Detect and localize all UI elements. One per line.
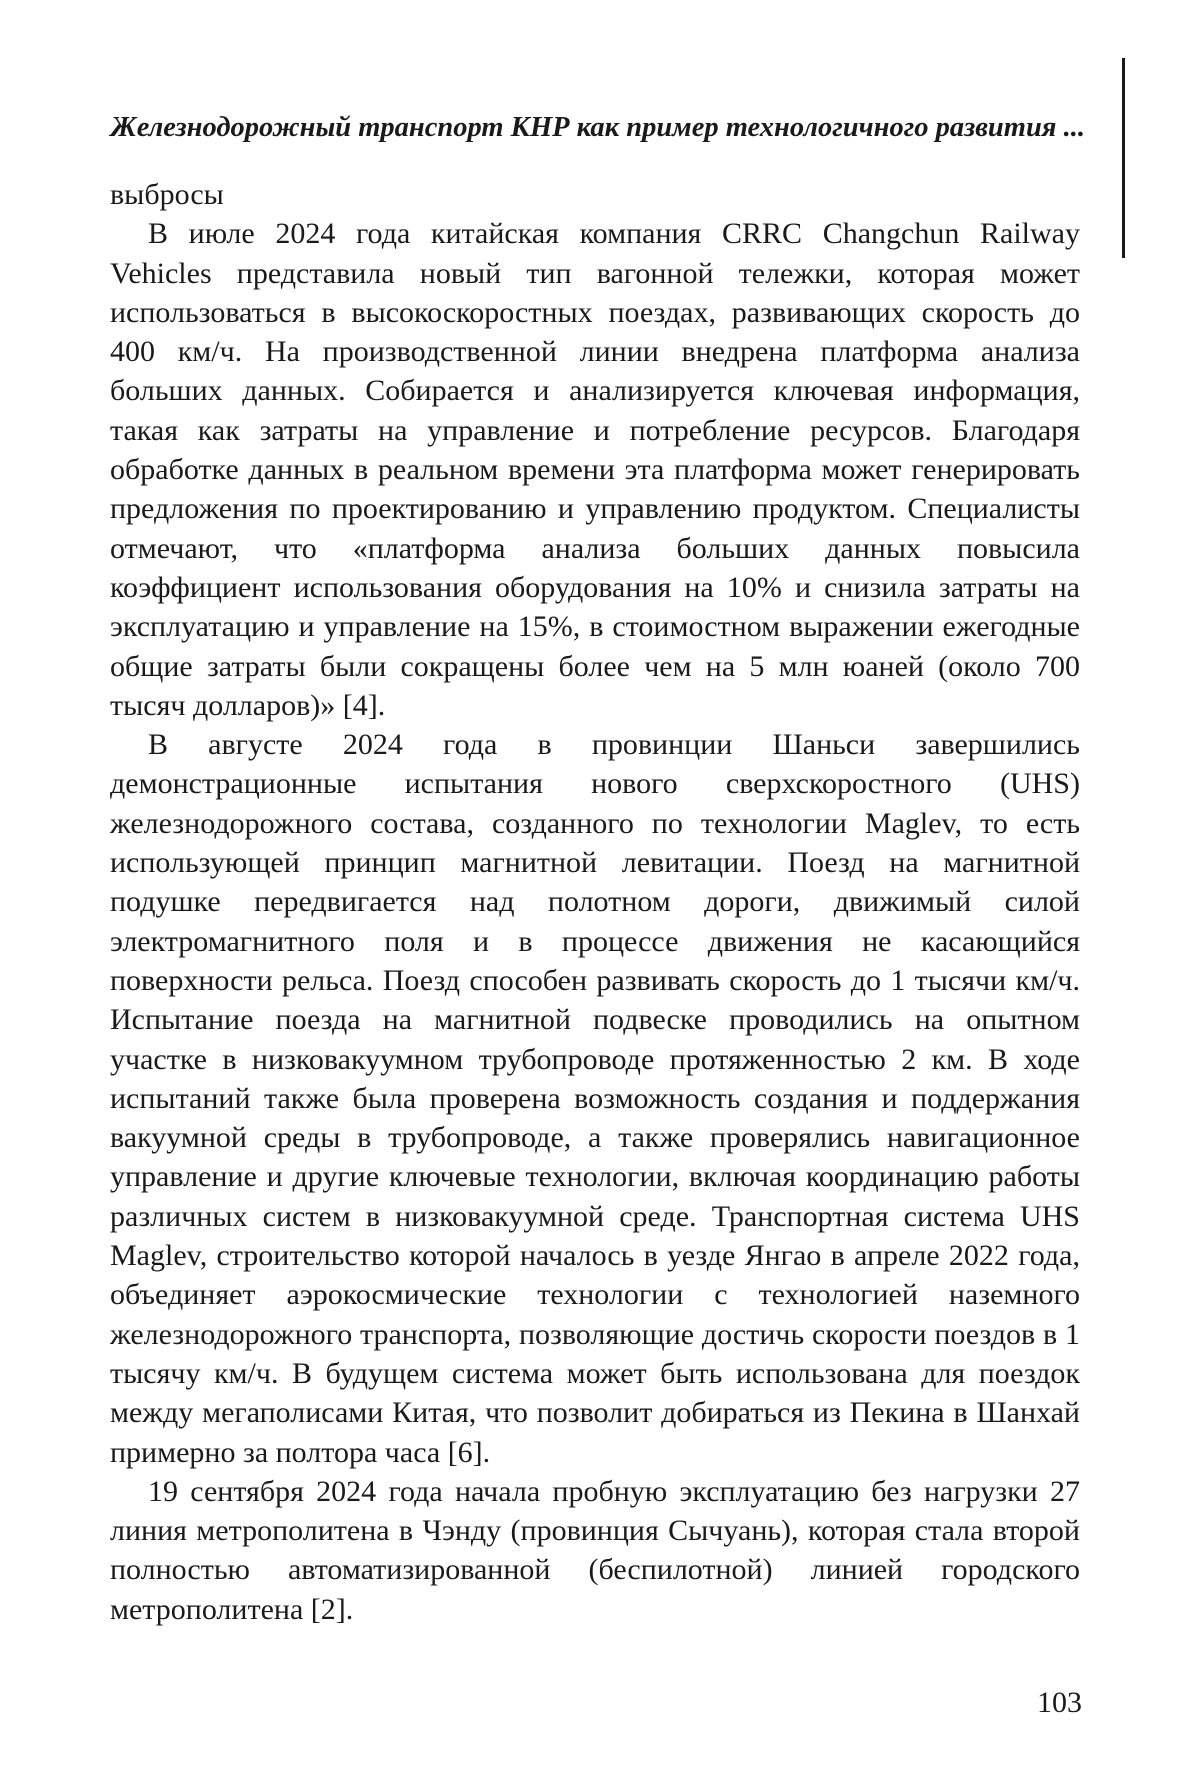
paragraph-maglev-tests: В августе 2024 года в провинции Шаньси завершились демонстрационные испытания нового сверхскоростного (UHS) железнодорожного состава, созданного по технологии Maglev, то есть использующей принцип магнитной левитации. Поезд на магнитной подушке передвигается над полотном дороги, движимый силой электромагнитного поля и в процессе движения не касающийся поверхности рельса. Поезд способен развивать скорость до 1 тысячи км/ч. Испытание поезда на магнитной подвеске проводились на опытном участке в низковакуумном трубопроводе протяженностью 2 км. В ходе испытаний также была проверена возможность создания и поддержания вакуумной среды в трубопроводе, а также проверялись навигационное управление и другие ключевые технологии, включая координацию работы различных систем в низковакуумной среде. Транспортная система UHS Maglev, строительство которой началось в уезде Янгао в апреле 2022 года, объединяет аэрокосмические технологии с технологией наземного железнодорожного транспорта, позволяющие достичь скорости поездов в 1 тысячу км/ч. В будущем система может быть использована для поездок между мегаполисами Китая, что позволит добираться из Пекина в Шанхай примерно за полтора часа [6].: [110, 728, 1080, 1469]
body-text: [110, 175, 1080, 1629]
running-title: Железнодорожный транспорт КНР как пример технологичного развития ...: [110, 112, 1085, 143]
paragraph-continuation: выбросы: [110, 178, 224, 211]
page-number: 103: [1037, 1686, 1082, 1719]
paragraph-chengdu-metro: 19 сентября 2024 года начала пробную эксплуатацию без нагрузки 27 линия метрополитена в Чэнду (провинция Сычуань), которая стала второй полностью автоматизированной (беспилотной) линией городского метрополитена [2].: [110, 1474, 1080, 1626]
paragraph-crrc-bogie: В июле 2024 года китайская компания CRRC Changchun Railway Vehicles представила новый тип вагонной тележки, которая может использоваться в высокоскоростных поездах, развивающих скорость до 400 км/ч. На производственной линии внедрена платформа анализа больших данных. Собирается и анализируется ключевая информация, такая как затраты на управление и потребление ресурсов. Благодаря обработке данных в реальном времени эта платформа может генерировать предложения по проектированию и управлению продуктом. Специалисты отмечают, что «платформа анализа больших данных повысила коэффициент использования оборудования на 10% и снизила затраты на эксплуатацию и управление на 15%, в стоимостном выражении ежегодные общие затраты были сокращены более чем на 5 млн юаней (около 700 тысяч долларов)» [4].: [110, 217, 1080, 722]
margin-rule: [1122, 58, 1125, 258]
